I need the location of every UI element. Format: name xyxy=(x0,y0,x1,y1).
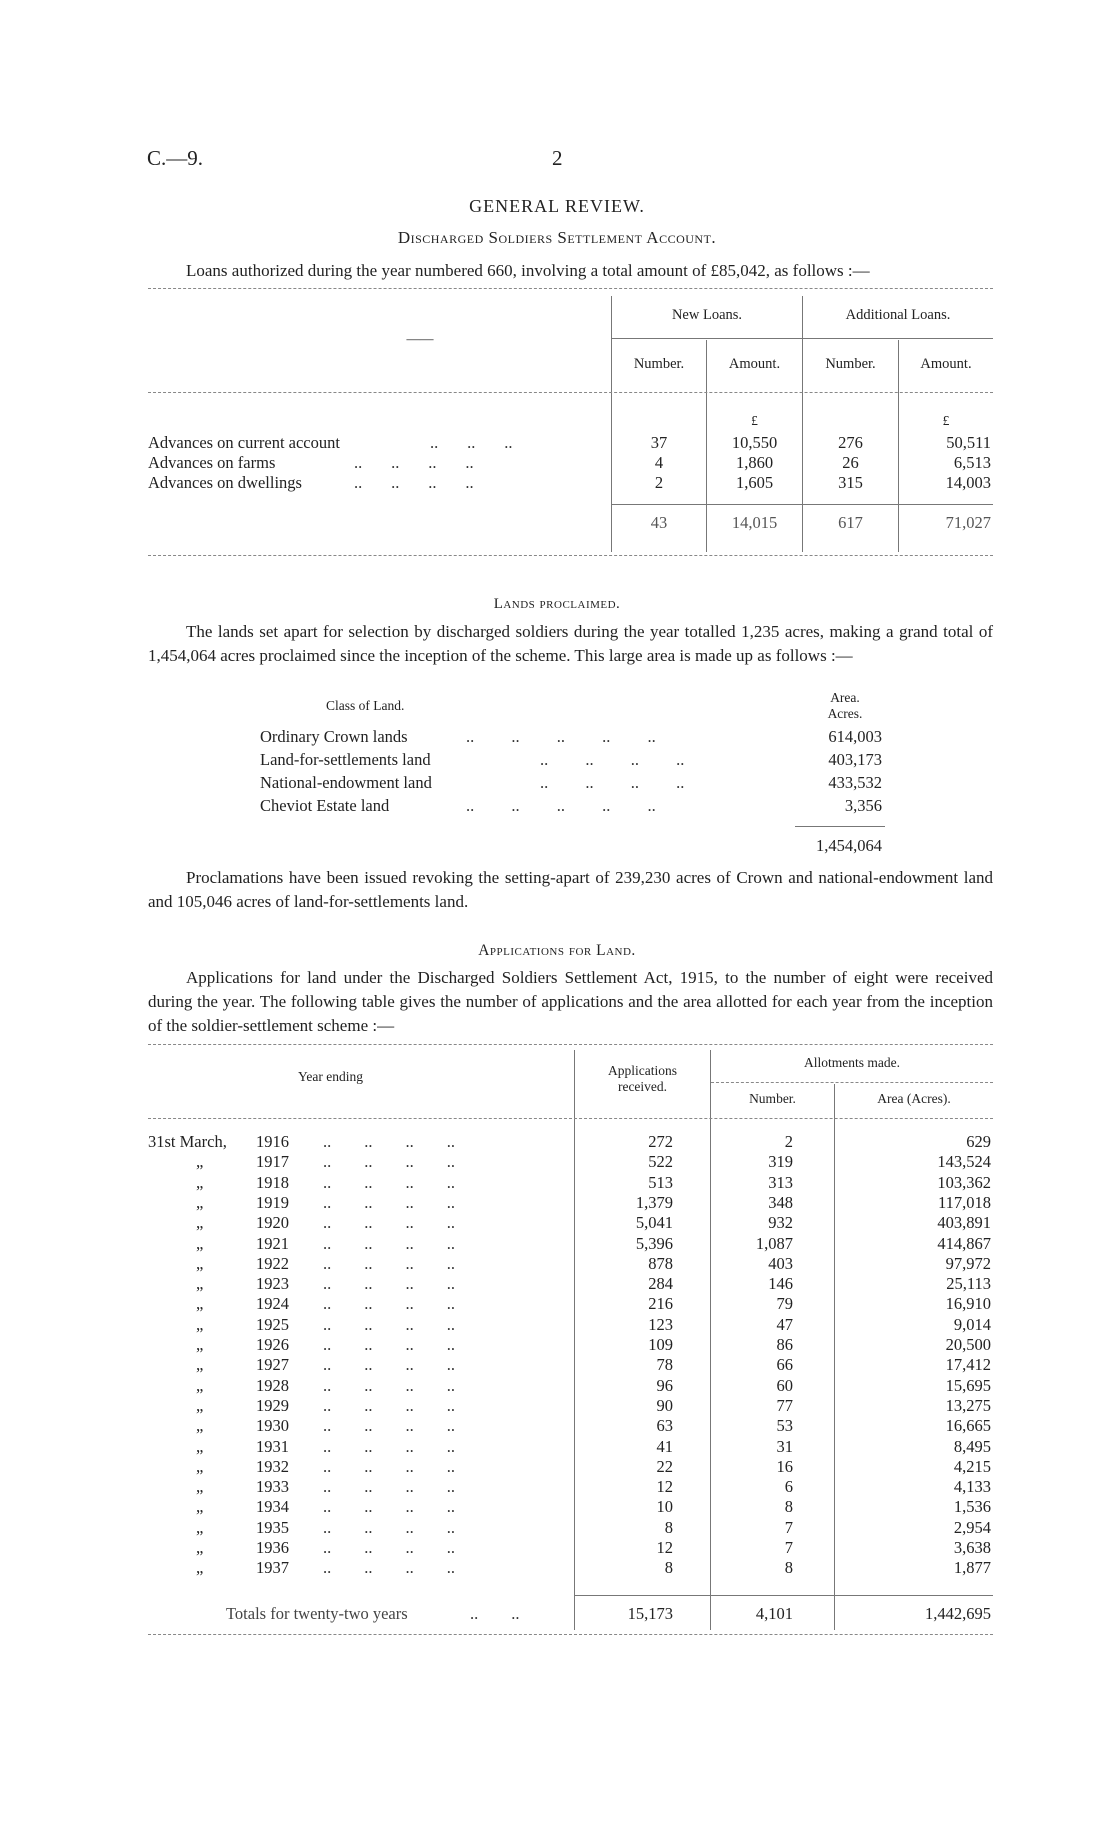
row-prefix: „ xyxy=(196,1335,204,1354)
leader-dots: .. .. .. .. xyxy=(323,1294,455,1313)
row-prefix: „ xyxy=(196,1457,204,1476)
allotments-area: 2,954 xyxy=(953,1518,991,1537)
section-subtitle: Discharged Soldiers Settlement Account. xyxy=(397,228,717,247)
allotments-number: 313 xyxy=(768,1173,793,1192)
allotments-area: 403,891 xyxy=(937,1213,991,1232)
total-rule xyxy=(795,826,885,827)
applications-received: 96 xyxy=(656,1376,673,1395)
applications-received: 90 xyxy=(656,1396,673,1415)
leader-dots: .. .. .. .. xyxy=(323,1396,455,1415)
table-rule xyxy=(148,288,993,289)
allotments-area: 117,018 xyxy=(937,1193,991,1212)
allotments-area: 97,972 xyxy=(945,1254,991,1273)
loan-row-label: Advances on current account xyxy=(148,433,340,452)
table-rule xyxy=(148,1044,993,1045)
land-class-acres: 614,003 xyxy=(828,727,882,746)
header-area-unit: Acres. xyxy=(827,706,863,721)
header-number: Number. xyxy=(749,1091,796,1106)
header-additional-loans: Additional Loans. xyxy=(845,307,951,323)
row-year: 1936 xyxy=(256,1538,289,1557)
new-loans-amount: 1,860 xyxy=(735,453,774,472)
leader-dots: .. .. .. .. xyxy=(354,453,474,472)
allotments-area: 103,362 xyxy=(937,1173,991,1192)
applications-received: 272 xyxy=(648,1132,673,1151)
new-loans-total-amount: 14,015 xyxy=(731,513,778,532)
allotments-number: 8 xyxy=(784,1558,793,1577)
row-year: 1930 xyxy=(256,1416,289,1435)
land-class-label: Land-for-settlements land xyxy=(260,750,431,769)
header-received: received. xyxy=(617,1079,668,1094)
row-prefix: „ xyxy=(196,1274,204,1293)
allotments-area: 15,695 xyxy=(945,1376,991,1395)
new-loans-number: 37 xyxy=(650,433,668,452)
allotments-area: 1,877 xyxy=(953,1558,991,1577)
allotments-area: 414,867 xyxy=(937,1234,991,1253)
document-reference: C.—9. xyxy=(147,146,204,170)
leader-dots: .. .. .. .. xyxy=(323,1416,455,1435)
table-rule xyxy=(148,392,993,393)
lands-total-acres: 1,454,064 xyxy=(816,836,882,855)
additional-loans-total-amount: 71,027 xyxy=(945,513,991,532)
leader-dots: .. .. .. .. xyxy=(323,1274,455,1293)
row-year: 1928 xyxy=(256,1376,289,1395)
leader-dots: .. .. .. .. .. xyxy=(466,796,656,815)
applications-received: 109 xyxy=(648,1335,673,1354)
row-year: 1920 xyxy=(256,1213,289,1232)
row-year: 1916 xyxy=(256,1132,289,1151)
land-class-acres: 403,173 xyxy=(828,750,882,769)
land-class-label: National-endowment land xyxy=(260,773,432,792)
row-year: 1937 xyxy=(256,1558,289,1577)
applications-received: 12 xyxy=(656,1538,673,1557)
row-prefix: „ xyxy=(196,1173,204,1192)
additional-loans-number: 315 xyxy=(838,473,863,492)
row-prefix: „ xyxy=(196,1234,204,1253)
leader-dots: .. .. .. .. xyxy=(354,473,474,492)
row-prefix: „ xyxy=(196,1355,204,1374)
land-class-acres: 433,532 xyxy=(828,773,882,792)
row-prefix: „ xyxy=(196,1294,204,1313)
row-prefix: „ xyxy=(196,1152,204,1171)
applications-heading: Applications for Land. xyxy=(478,942,636,959)
allotments-area: 17,412 xyxy=(945,1355,991,1374)
applications-received: 878 xyxy=(648,1254,673,1273)
header-amount: Amount. xyxy=(728,356,781,372)
currency-symbol: £ xyxy=(942,413,950,428)
row-year: 1924 xyxy=(256,1294,289,1313)
header-applications: Applications xyxy=(608,1063,677,1078)
row-year: 1929 xyxy=(256,1396,289,1415)
header-area: Area. xyxy=(830,690,860,705)
row-year: 1933 xyxy=(256,1477,289,1496)
total-rule xyxy=(575,1595,993,1596)
allotments-number: 60 xyxy=(776,1376,793,1395)
leader-dots: .. .. .. .. xyxy=(540,750,685,769)
row-year: 1932 xyxy=(256,1457,289,1476)
total-applications: 15,173 xyxy=(627,1604,673,1623)
applications-received: 284 xyxy=(648,1274,673,1293)
row-year: 1927 xyxy=(256,1355,289,1374)
leader-dots: .. .. .. .. xyxy=(323,1254,455,1273)
totals-label: Totals for twenty-two years xyxy=(226,1604,408,1623)
allotments-number: 6 xyxy=(784,1477,793,1496)
total-rule xyxy=(612,504,993,505)
allotments-area: 9,014 xyxy=(953,1315,991,1334)
table-rule xyxy=(148,1634,993,1635)
row-prefix: „ xyxy=(196,1254,204,1273)
applications-received: 78 xyxy=(656,1355,673,1374)
row-year: 1935 xyxy=(256,1518,289,1537)
row-prefix: „ xyxy=(196,1213,204,1232)
row-year: 1917 xyxy=(256,1152,289,1171)
additional-loans-amount: 6,513 xyxy=(953,453,991,472)
table-rule xyxy=(612,338,993,339)
new-loans-number: 2 xyxy=(654,473,664,492)
loan-row-label: Advances on farms xyxy=(148,453,276,472)
header-number: Number. xyxy=(825,356,876,372)
new-loans-number: 4 xyxy=(654,453,664,472)
loan-row-label: Advances on dwellings xyxy=(148,473,302,492)
row-prefix: „ xyxy=(196,1193,204,1212)
allotments-area: 25,113 xyxy=(946,1274,991,1293)
row-prefix: „ xyxy=(196,1376,204,1395)
allotments-area: 16,910 xyxy=(945,1294,991,1313)
leader-dots: .. .. .. .. xyxy=(323,1234,455,1253)
leader-dots: .. .. xyxy=(470,1604,520,1623)
allotments-number: 8 xyxy=(784,1497,793,1516)
leader-dots: .. .. .. .. xyxy=(323,1497,455,1516)
allotments-area: 8,495 xyxy=(953,1437,991,1456)
leader-dots: .. .. .. .. xyxy=(323,1538,455,1557)
applications-received: 10 xyxy=(656,1497,673,1516)
allotments-area: 1,536 xyxy=(953,1497,991,1516)
applications-received: 5,396 xyxy=(635,1234,673,1253)
header-area-acres: Area (Acres). xyxy=(877,1091,951,1106)
allotments-area: 143,524 xyxy=(937,1152,991,1171)
allotments-number: 77 xyxy=(776,1396,793,1415)
row-year: 1918 xyxy=(256,1173,289,1192)
allotments-area: 4,133 xyxy=(953,1477,991,1496)
row-year: 1926 xyxy=(256,1335,289,1354)
allotments-number: 7 xyxy=(784,1538,793,1557)
additional-loans-total-number: 617 xyxy=(838,513,863,532)
row-prefix: „ xyxy=(196,1558,204,1577)
row-year: 1922 xyxy=(256,1254,289,1273)
row-prefix: „ xyxy=(196,1518,204,1537)
leader-dots: .. .. .. .. xyxy=(323,1376,455,1395)
leader-dots: .. .. .. .. xyxy=(323,1173,455,1192)
header-number: Number. xyxy=(633,356,685,372)
allotments-number: 86 xyxy=(776,1335,793,1354)
new-loans-total-number: 43 xyxy=(650,513,668,532)
header-blank: —— xyxy=(406,331,434,346)
allotments-number: 16 xyxy=(776,1457,793,1476)
applications-received: 8 xyxy=(664,1518,673,1537)
row-year: 1934 xyxy=(256,1497,289,1516)
leader-dots: .. .. .. .. xyxy=(323,1355,455,1374)
leader-dots: .. .. .. .. xyxy=(323,1558,455,1577)
additional-loans-amount: 50,511 xyxy=(946,433,991,452)
row-year: 1925 xyxy=(256,1315,289,1334)
allotments-number: 7 xyxy=(784,1518,793,1537)
applications-received: 522 xyxy=(648,1152,673,1171)
allotments-number: 79 xyxy=(776,1294,793,1313)
header-class-of-land: Class of Land. xyxy=(326,698,405,713)
row-prefix: „ xyxy=(196,1315,204,1334)
applications-received: 513 xyxy=(648,1173,673,1192)
leader-dots: .. .. .. .. xyxy=(323,1213,455,1232)
allotments-number: 47 xyxy=(776,1315,793,1334)
allotments-number: 31 xyxy=(776,1437,793,1456)
total-allotments-number: 4,101 xyxy=(755,1604,793,1623)
allotments-number: 53 xyxy=(776,1416,793,1435)
allotments-area: 16,665 xyxy=(945,1416,991,1435)
allotments-number: 348 xyxy=(768,1193,793,1212)
row-year: 1921 xyxy=(256,1234,289,1253)
leader-dots: .. .. .. .. xyxy=(540,773,685,792)
allotments-number: 1,087 xyxy=(755,1234,793,1253)
leader-dots: .. .. .. xyxy=(430,433,513,452)
leader-dots: .. .. .. .. xyxy=(323,1152,455,1171)
allotments-number: 932 xyxy=(768,1213,793,1232)
land-class-label: Cheviot Estate land xyxy=(260,796,390,815)
allotments-number: 66 xyxy=(776,1355,793,1374)
new-loans-amount: 10,550 xyxy=(731,433,778,452)
allotments-area: 13,275 xyxy=(945,1396,991,1415)
allotments-number: 403 xyxy=(768,1254,793,1273)
row-year: 1931 xyxy=(256,1437,289,1456)
header-amount: Amount. xyxy=(920,356,972,372)
applications-received: 123 xyxy=(648,1315,673,1334)
land-class-label: Ordinary Crown lands xyxy=(260,727,408,746)
header-new-loans: New Loans. xyxy=(671,307,743,323)
row-prefix: „ xyxy=(196,1396,204,1415)
row-prefix: „ xyxy=(196,1538,204,1557)
allotments-number: 2 xyxy=(784,1132,793,1151)
applications-received: 22 xyxy=(656,1457,673,1476)
additional-loans-number: 276 xyxy=(838,433,863,452)
applications-received: 8 xyxy=(664,1558,673,1577)
applications-received: 216 xyxy=(648,1294,673,1313)
row-prefix: „ xyxy=(196,1437,204,1456)
applications-received: 12 xyxy=(656,1477,673,1496)
row-year: 1919 xyxy=(256,1193,289,1212)
applications-received: 41 xyxy=(656,1437,673,1456)
additional-loans-number: 26 xyxy=(842,453,859,472)
revocation-paragraph: Proclamations have been issued revoking the setting-apart of 239,230 acres of Crown and national-endowment land and 105,046 acres of land-for-settlements land. xyxy=(148,868,993,911)
applications-received: 5,041 xyxy=(635,1213,673,1232)
leader-dots: .. .. .. .. xyxy=(323,1518,455,1537)
row-year: 1923 xyxy=(256,1274,289,1293)
new-loans-amount: 1,605 xyxy=(735,473,774,492)
allotments-number: 146 xyxy=(768,1274,793,1293)
section-title: GENERAL REVIEW. xyxy=(469,196,645,216)
leader-dots: .. .. .. .. xyxy=(323,1315,455,1334)
row-prefix: „ xyxy=(196,1416,204,1435)
header-allotments: Allotments made. xyxy=(804,1055,900,1070)
table-rule xyxy=(148,1118,993,1119)
additional-loans-amount: 14,003 xyxy=(945,473,991,492)
allotments-area: 20,500 xyxy=(945,1335,991,1354)
row-prefix: 31st March, xyxy=(148,1132,227,1151)
table-rule xyxy=(711,1082,993,1083)
allotments-number: 319 xyxy=(768,1152,793,1171)
applications-received: 1,379 xyxy=(635,1193,673,1212)
lands-paragraph: The lands set apart for selection by discharged soldiers during the year totalled 1,235 acres, making a grand total of 1,454,064 acres proclaimed since the inception of the scheme. This large area is made up as follows :— xyxy=(148,622,993,665)
leader-dots: .. .. .. .. xyxy=(323,1477,455,1496)
allotments-area: 3,638 xyxy=(953,1538,991,1557)
leader-dots: .. .. .. .. xyxy=(323,1335,455,1354)
currency-symbol: £ xyxy=(751,413,758,428)
leader-dots: .. .. .. .. .. xyxy=(466,727,656,746)
applications-paragraph: Applications for land under the Discharged Soldiers Settlement Act, 1915, to the number of eight were received during the year. The following table gives the number of applications and the area allotted for each year from the inception of the soldier-settlement scheme :— xyxy=(148,968,993,1035)
land-class-acres: 3,356 xyxy=(844,796,882,815)
allotments-area: 629 xyxy=(966,1132,991,1151)
leader-dots: .. .. .. .. xyxy=(323,1193,455,1212)
table-rule xyxy=(148,555,993,556)
total-allotments-area: 1,442,695 xyxy=(925,1604,991,1623)
header-year-ending: Year ending xyxy=(298,1069,363,1084)
lands-heading: Lands proclaimed. xyxy=(493,596,621,612)
leader-dots: .. .. .. .. xyxy=(323,1437,455,1456)
leader-dots: .. .. .. .. xyxy=(323,1457,455,1476)
row-prefix: „ xyxy=(196,1497,204,1516)
applications-received: 63 xyxy=(656,1416,673,1435)
loans-intro: Loans authorized during the year numbered 660, involving a total amount of £85,042, as follows :— xyxy=(186,261,870,280)
leader-dots: .. .. .. .. xyxy=(323,1132,455,1151)
allotments-area: 4,215 xyxy=(953,1457,991,1476)
page-number: 2 xyxy=(552,146,563,170)
row-prefix: „ xyxy=(196,1477,204,1496)
